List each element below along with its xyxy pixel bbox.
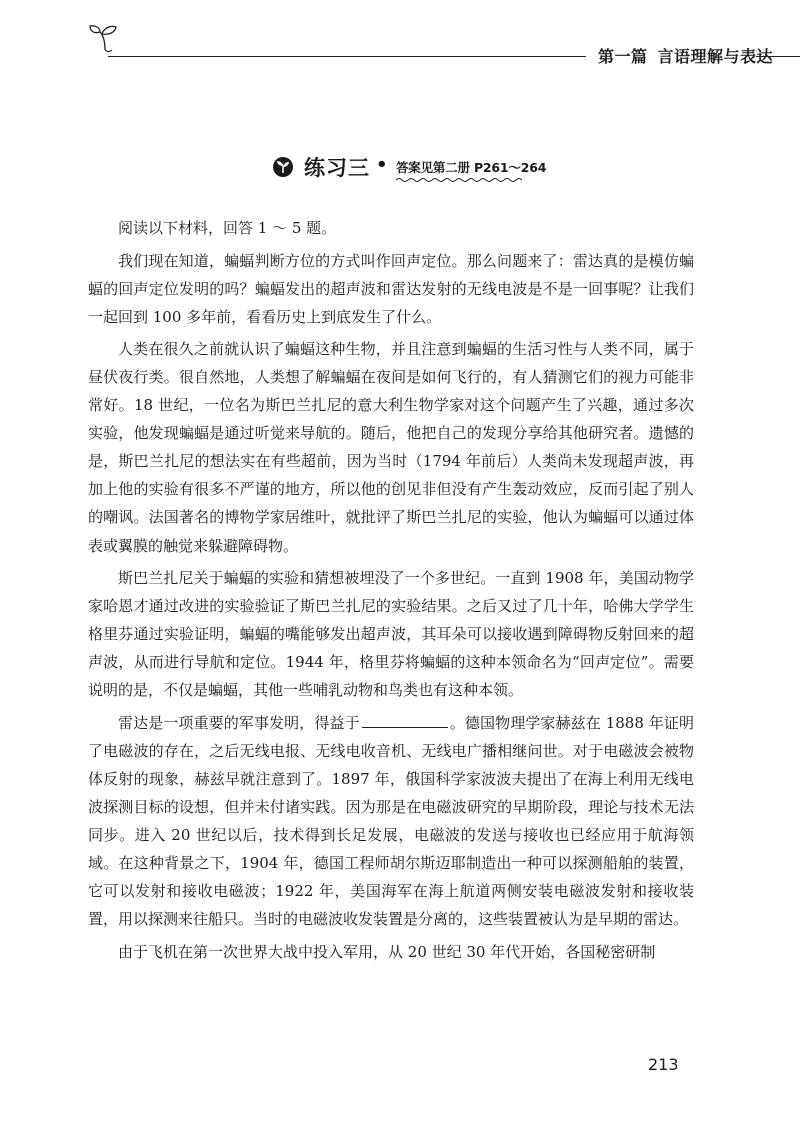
paragraph-2: 人类在很久之前就认识了蝙蝠这种生物，并且注意到蝙蝠的生活习性与人类不同，属于昼伏夜行类。很自然地，人类想了解蝙蝠在夜间是如何飞行的，有人猜测它们的视力可能非常好。18 世纪，一位名为斯巴兰扎尼的意大利生物学家对这个问题产生了兴趣，通过多次实验，他发现蝙蝠是通过听觉来导航的。随后，他把自己的发现分享给其他研究者。遗憾的是，斯巴兰扎尼的想法实在有些超前，因为当时（1794 年前后）人类尚未发现超声波，再加上他的实验有很多不严谨的地方，所以他的创见非但没有产生轰动效应，反而引起了别人的嘲讽。法国著名的博物学家居维叶，就批评了斯巴兰扎尼的实验，他认为蝙蝠可以通过体表或翼膜的触觉来躲避障碍物。 (88, 340, 694, 555)
header-rule-right (756, 56, 800, 57)
seed-bullet-icon (272, 156, 294, 178)
section-dot: • (376, 154, 388, 175)
paragraph-4 (88, 709, 694, 933)
paragraph-4-rest: 。德国物理学家赫兹在 1888 年证明了电磁波的存在，之后无线电报、无线电收音机、无线电广播相继问世。对于电磁波会被物体反射的现象，赫兹早就注意到了。1897 年，俄国科学家波波夫提出了在海上利用无线电波探测目标的设想，但并未付诸实践。因为那是在电磁波研究的早期阶段，理论与技术无法同步。进入 20 世纪以后，技术得到长足发展，电磁波的发送与接收也已经应用于航海领域。在这种背景之下，1904 年，德国工程师胡尔斯迈耶制造出一种可以探测船舶的装置，它可以发射和接收电磁波；1922 年，美国海军在海上航道两侧安装电磁波发射和接收装置，用以探测来往船只。当时的电磁波收发装置是分离的，这些装置被认为是早期的雷达。 (88, 713, 694, 929)
running-header (88, 22, 800, 66)
header-chapter-title: 言语理解与表达 (657, 47, 774, 66)
paragraph-1: 我们现在知道，蝙蝠判断方位的方式叫作回声定位。那么问题来了：雷达真的是模仿蝙蝠的回声定位发明的吗？蝙蝠发出的超声波和雷达发射的无线电波是不是一回事呢？让我们一起回到 100 多年前，看看历史上到底发生了什么。 (88, 251, 694, 326)
paragraph-3: 斯巴兰扎尼关于蝙蝠的实验和猜想被埋没了一个多世纪。一直到 1908 年，美国动物学家哈恩才通过改进的实验验证了斯巴兰扎尼的实验结果。之后又过了几十年，哈佛大学学生格里芬通过实验证明，蝙蝠的嘴能够发出超声波，其耳朵可以接收遇到障碍物反射回来的超声波，从而进行导航和定位。1944 年，格里芬将蝙蝠的这种本领命名为“回声定位”。需要说明的是，不仅是蝙蝠，其他一些哺乳动物和鸟类也有这种本领。 (88, 569, 694, 700)
paragraph-4-lead: 雷达是一项重要的军事发明，得益于 (118, 713, 360, 732)
header-part: 第一篇 (598, 47, 648, 66)
answer-reference: 答案见第二册 P261～264 (396, 160, 547, 175)
fill-in-blank (362, 713, 448, 728)
paragraph-5: 由于飞机在第一次世界大战中投入军用，从 20 世纪 30 年代开始，各国秘密研制 (118, 942, 656, 961)
header-rule-left (108, 56, 586, 57)
page-number: 213 (648, 1055, 679, 1074)
wavy-underline (396, 177, 522, 183)
instruction-paragraph: 阅读以下材料，回答 1 ～ 5 题。 (118, 219, 337, 237)
section-title: 练习三 (304, 156, 370, 180)
sprout-icon (88, 22, 122, 52)
passage-text (88, 214, 694, 970)
header-title (598, 44, 773, 67)
